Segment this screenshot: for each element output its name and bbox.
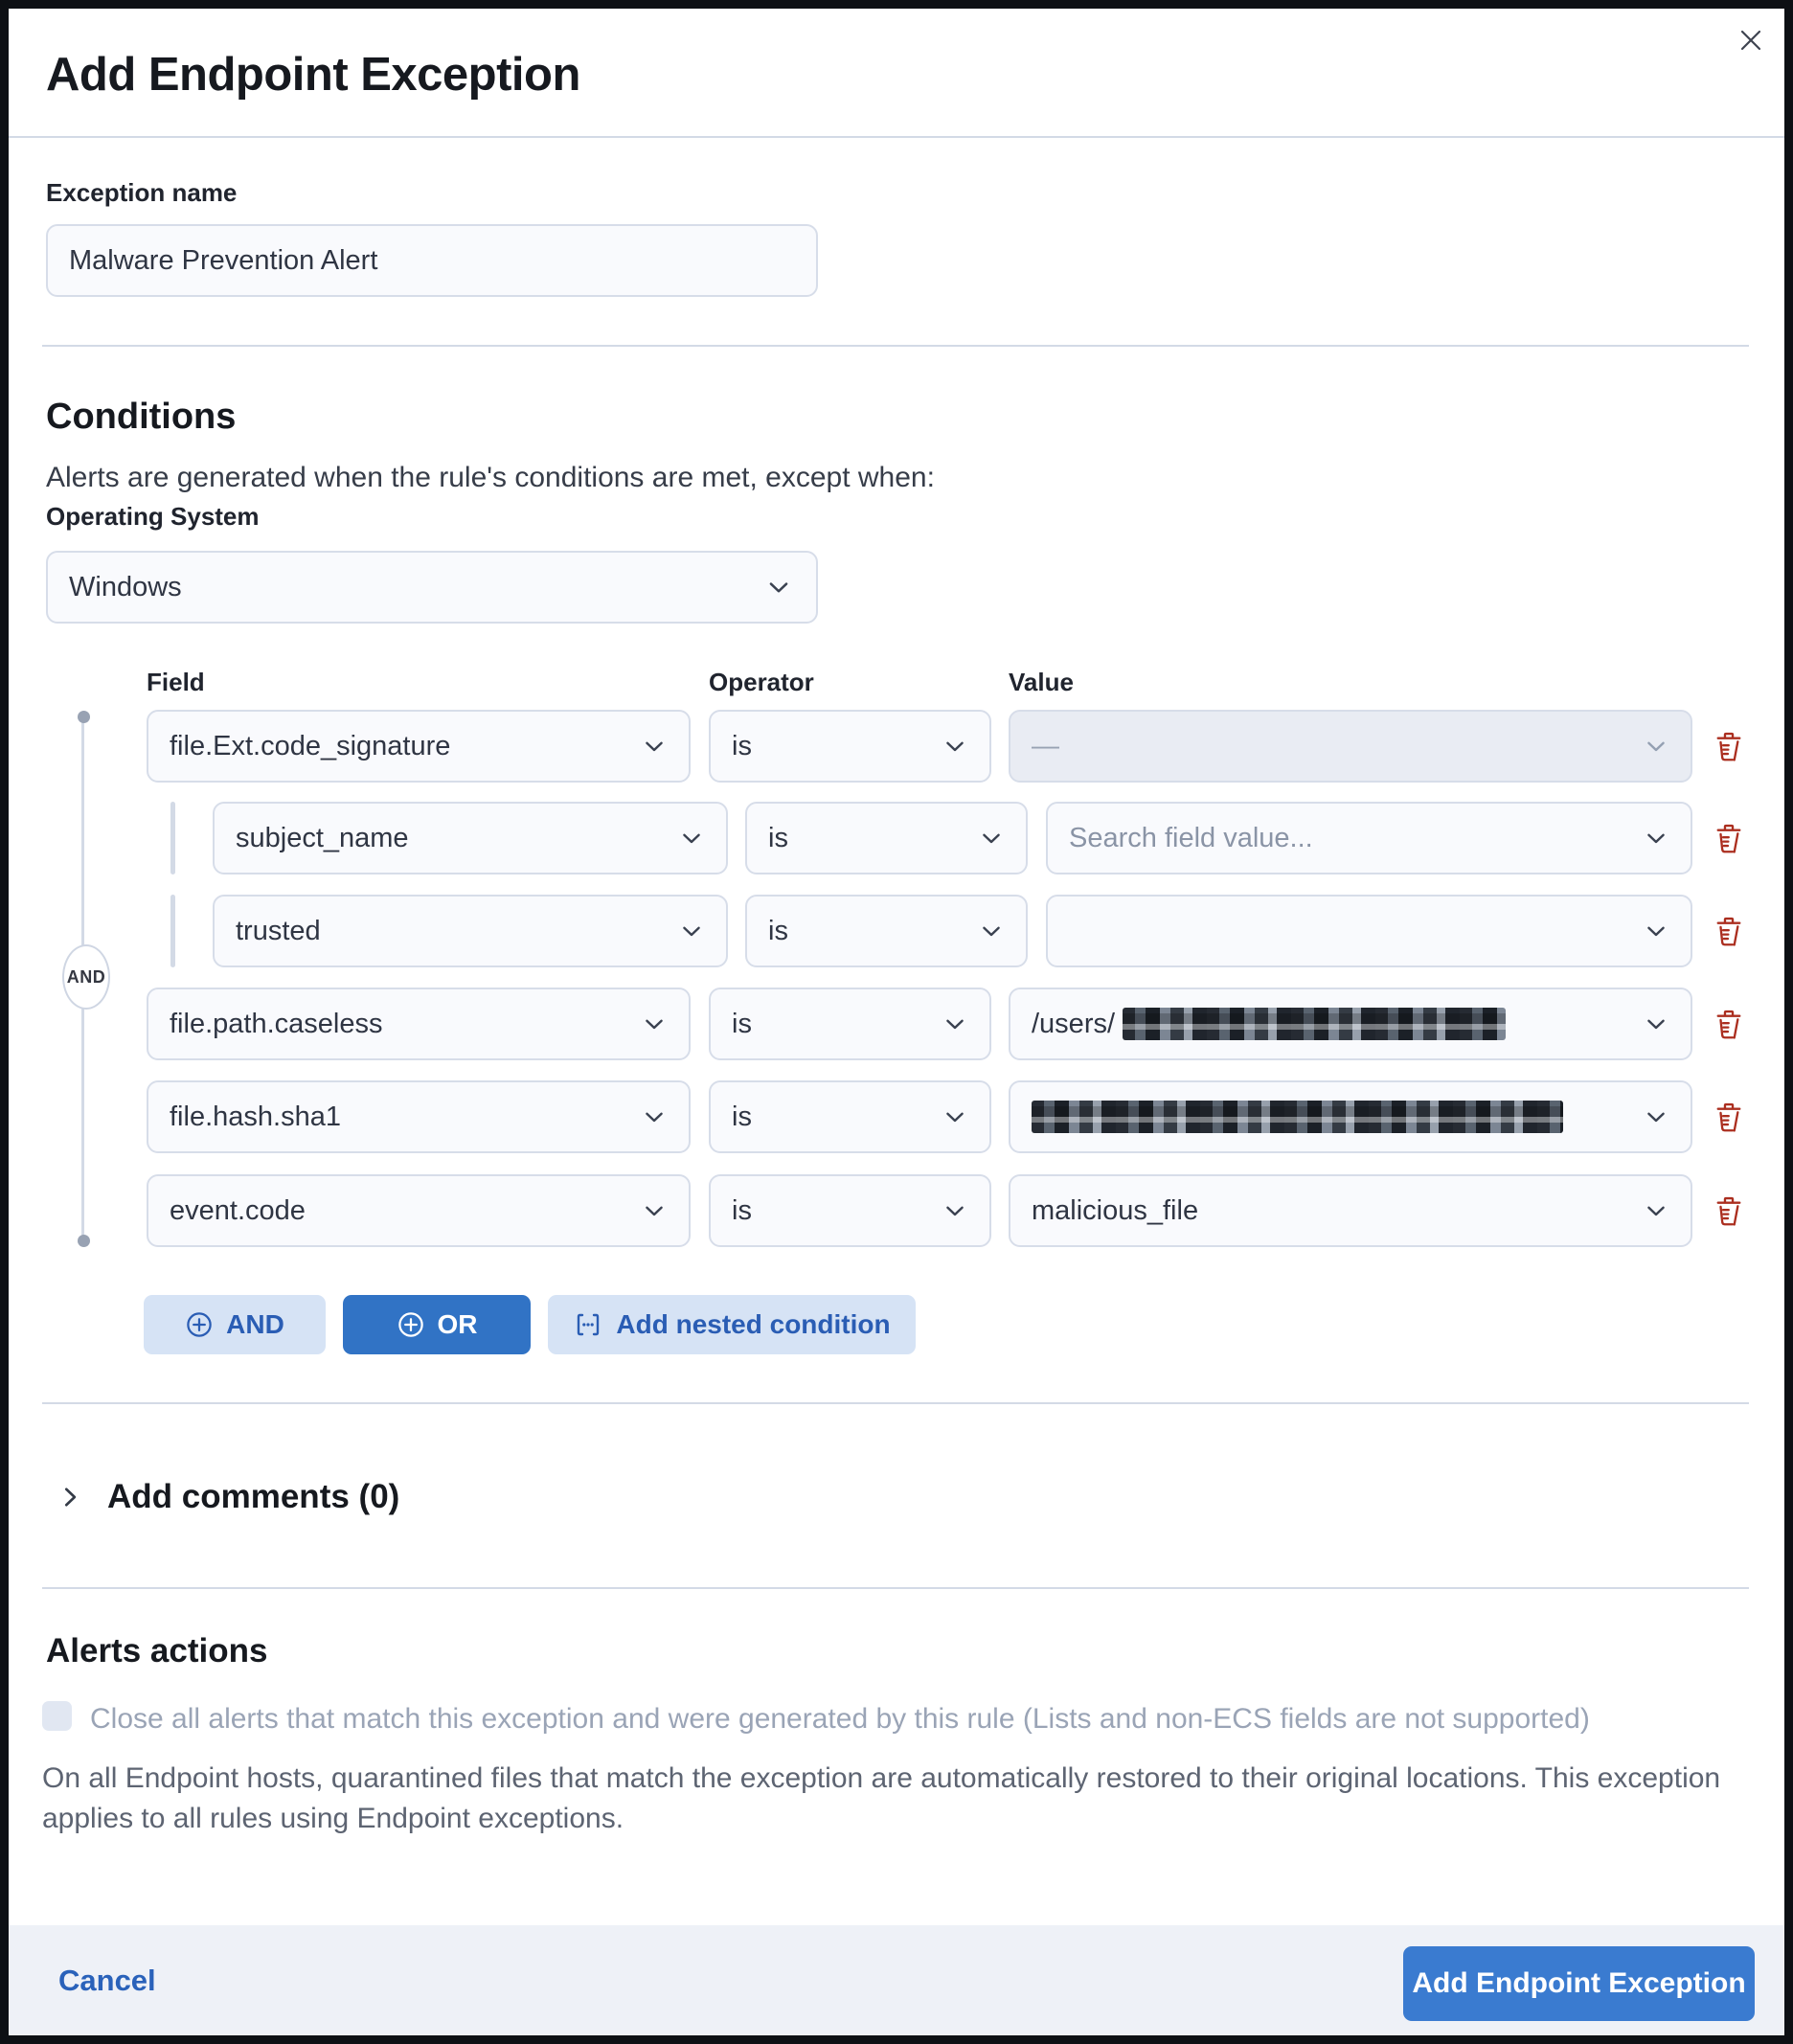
value-combobox[interactable] [1009,1174,1692,1247]
chevron-down-icon [940,1101,970,1132]
field-value: file.Ext.code_signature [170,730,451,761]
header-divider [0,136,1793,138]
chevron-down-icon [639,1195,670,1226]
exception-name-input[interactable] [46,224,818,297]
close-button[interactable] [1730,19,1772,61]
exception-name-value: Malware Prevention Alert [69,244,378,276]
condition-row [0,988,1793,1060]
endpoint-note: On all Endpoint hosts, quarantined files that match the exception are automatically restored to their original locations. This exception applies to all rules using Endpoint exceptions. [42,1762,1721,1834]
field-value: subject_name [236,822,409,853]
value-combobox-empty[interactable] [1046,895,1692,967]
chevron-down-icon [976,823,1007,853]
field-select[interactable] [213,802,728,874]
operator-select[interactable] [709,1080,991,1153]
close-icon [1736,25,1766,56]
field-select[interactable] [147,988,691,1060]
chevron-down-icon [940,1195,970,1226]
plus-circle-icon [185,1310,214,1339]
add-endpoint-exception-button[interactable]: Add Endpoint Exception [1403,1946,1755,2021]
trash-icon [1713,728,1745,764]
operator-select[interactable] [745,802,1028,874]
chevron-down-icon [639,731,670,761]
chevron-down-icon [1641,1101,1671,1132]
field-select[interactable] [147,710,691,783]
plus-circle-icon [397,1310,425,1339]
field-value: event.code [170,1194,306,1226]
add-nested-condition-label: Add nested condition [616,1309,891,1339]
field-value: file.path.caseless [170,1008,383,1039]
delete-condition-button[interactable] [1710,1190,1748,1232]
operator-value: is [732,1101,752,1132]
operator-value: is [732,1008,752,1039]
delete-condition-button[interactable] [1710,725,1748,767]
trash-icon [1713,913,1745,949]
os-label: Operating System [46,502,260,531]
operator-select[interactable] [709,988,991,1060]
chevron-right-icon [56,1483,84,1511]
field-select[interactable] [213,895,728,967]
chevron-down-icon [940,1009,970,1039]
operator-value: is [732,730,752,761]
os-select[interactable] [46,551,818,624]
condition-row-nested [0,802,1793,874]
alerts-actions-heading: Alerts actions [46,1632,268,1669]
conditions-heading: Conditions [46,397,237,437]
add-comments-accordion[interactable] [56,1478,399,1516]
condition-row [0,1080,1793,1153]
chevron-down-icon [762,571,795,603]
chevron-down-icon [1641,1195,1671,1226]
field-select[interactable] [147,1174,691,1247]
value-combobox[interactable] [1009,988,1692,1060]
field-select[interactable] [147,1080,691,1153]
field-value: file.hash.sha1 [170,1101,341,1132]
operator-value: is [732,1194,752,1226]
os-select-value: Windows [69,571,182,602]
divider [42,1587,1749,1589]
trash-icon [1713,1192,1745,1229]
value-text: malicious_file [1032,1194,1199,1226]
chevron-down-icon [1641,1009,1671,1039]
operator-select[interactable] [709,710,991,783]
and-badge: AND [62,944,110,1010]
add-nested-condition-button[interactable] [548,1295,916,1354]
value-prefix: /users/ [1032,1008,1116,1039]
add-and-label: AND [226,1309,284,1339]
chevron-down-icon [1641,731,1671,761]
operator-value: is [768,822,788,853]
delete-condition-button[interactable] [1710,1096,1748,1138]
chevron-down-icon [940,731,970,761]
value-select-disabled [1009,710,1692,783]
chevron-down-icon [639,1101,670,1132]
chevron-down-icon [639,1009,670,1039]
divider [42,345,1749,347]
chevron-down-icon [1641,916,1671,946]
value-combobox[interactable] [1046,802,1692,874]
divider [42,1402,1749,1404]
condition-row [0,710,1793,783]
page-title: Add Endpoint Exception [46,49,580,101]
operator-value: is [768,915,788,946]
modal-footer [9,1925,1784,2035]
close-alerts-checkbox-label: Close all alerts that match this exception and were generated by this rule (Lists and non-ECS fields are not supported) [90,1703,1590,1735]
add-comments-label: Add comments (0) [107,1478,400,1515]
nested-brackets-icon [573,1309,603,1340]
chevron-down-icon [676,823,707,853]
add-and-button[interactable] [144,1295,326,1354]
value-placeholder: Search field value... [1069,822,1313,853]
delete-condition-button[interactable] [1710,817,1748,859]
redacted-value-pixelation [1032,1101,1563,1133]
exception-name-label: Exception name [46,178,238,207]
delete-condition-button[interactable] [1710,1003,1748,1045]
operator-select[interactable] [709,1174,991,1247]
trash-icon [1713,1099,1745,1135]
cancel-button[interactable]: Cancel [53,1963,162,1999]
chevron-down-icon [976,916,1007,946]
add-or-button[interactable] [343,1295,531,1354]
operator-select[interactable] [745,895,1028,967]
close-alerts-checkbox[interactable] [42,1701,72,1731]
value-placeholder-dash: — [1032,730,1059,761]
column-label-value: Value [1009,668,1074,696]
trash-icon [1713,1006,1745,1042]
value-combobox[interactable] [1009,1080,1692,1153]
add-or-label: OR [437,1309,478,1339]
chevron-down-icon [676,916,707,946]
trash-icon [1713,820,1745,856]
column-label-operator: Operator [709,668,814,696]
column-label-field: Field [147,668,205,696]
delete-condition-button[interactable] [1710,910,1748,952]
condition-row-nested [0,895,1793,967]
chevron-down-icon [1641,823,1671,853]
redacted-value-pixelation [1123,1008,1506,1040]
conditions-description: Alerts are generated when the rule's conditions are met, except when: [46,462,935,493]
condition-row [0,1174,1793,1247]
field-value: trusted [236,915,321,946]
